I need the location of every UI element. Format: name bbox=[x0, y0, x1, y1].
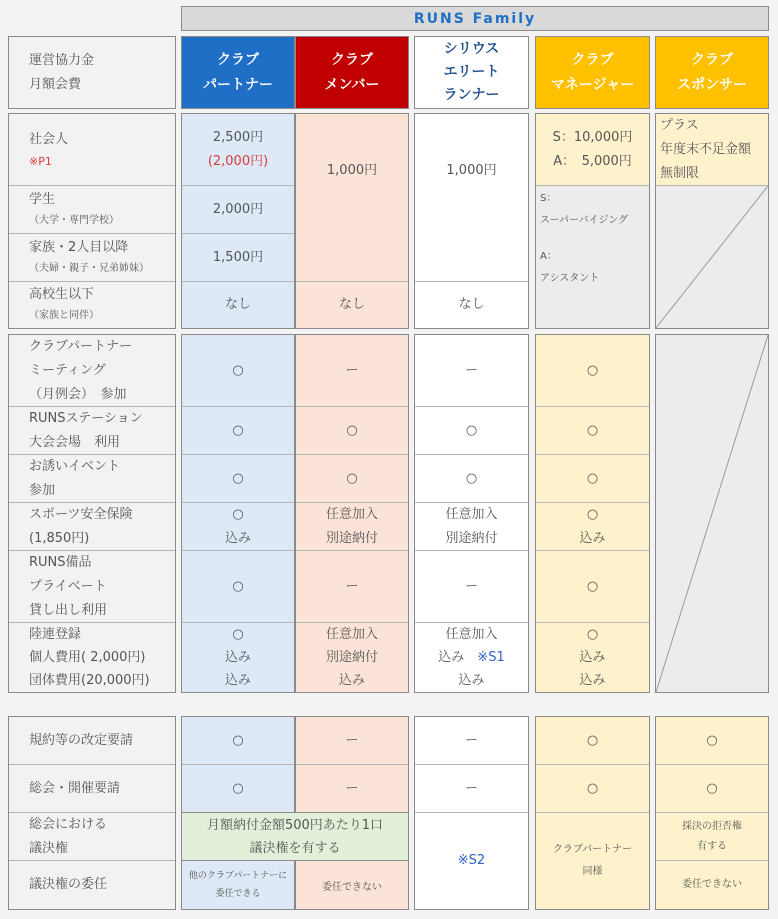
family-title: RUNS Family bbox=[181, 6, 769, 31]
benefits-elite-column bbox=[414, 334, 529, 693]
gov-sponsor-rules: ○ bbox=[656, 717, 768, 765]
fees-manager-column bbox=[535, 113, 650, 329]
gov-member-delegate: 委任できない bbox=[295, 860, 409, 910]
benefit-manager-event: ○ bbox=[536, 455, 649, 503]
benefit-elite-insurance: 任意加入 別途納付 bbox=[415, 503, 528, 551]
diagonal-line bbox=[656, 186, 768, 328]
fee-partner-highschool: なし bbox=[224, 297, 251, 312]
benefit-elite-equipment: ー bbox=[415, 551, 528, 623]
benefit-member-registration: 任意加入 別途納付 込み bbox=[325, 627, 378, 688]
header-sirius-elite: シリウス エリート ランナー bbox=[414, 36, 529, 109]
gov-sponsor-delegate: 委任できない bbox=[682, 879, 742, 890]
benefit-partner-event: ○ bbox=[182, 455, 294, 503]
gov-partner-top bbox=[181, 716, 295, 813]
fee-partner-worker: 2,500円 (2,000円) bbox=[182, 114, 294, 186]
benefit-label-insurance: スポーツ安全保険 (1,850円) bbox=[9, 503, 175, 551]
gov-member-top bbox=[295, 716, 409, 813]
benefit-member-meeting: ー bbox=[296, 335, 408, 407]
benefit-label-station: RUNSステーション 大会会場 利用 bbox=[9, 407, 175, 455]
gov-partner-meeting: ○ bbox=[232, 780, 244, 796]
gov-member-meeting: ー bbox=[345, 780, 359, 796]
benefits-label-column bbox=[8, 334, 176, 693]
benefits-member-column bbox=[295, 334, 409, 693]
benefit-elite-meeting: ー bbox=[415, 335, 528, 407]
benefit-manager-insurance: ○ 込み bbox=[536, 503, 649, 551]
fee-label-worker: 社会人 ※P1 bbox=[9, 114, 175, 186]
gov-sponsor-column bbox=[655, 716, 769, 910]
benefit-elite-station: ○ bbox=[415, 407, 528, 455]
fee-label-student: 学生 （大学・専門学校） bbox=[9, 186, 175, 234]
gov-elite-meeting: ー bbox=[415, 765, 528, 813]
fee-member-general: 1,000円 bbox=[296, 114, 408, 282]
benefit-member-event: ○ bbox=[296, 455, 408, 503]
fees-label-column bbox=[8, 113, 176, 329]
gov-partner-delegate: 他のクラブパートナーに 委任できる bbox=[181, 860, 295, 910]
header-club-sponsor: クラブ スポンサー bbox=[655, 36, 769, 109]
fee-sponsor-worker: プラス 年度末不足金額 無制限 bbox=[656, 114, 768, 186]
gov-elite-column bbox=[414, 716, 529, 910]
benefit-elite-registration: 任意加入 込み ※S1 込み bbox=[438, 627, 505, 688]
fee-member-highschool: なし bbox=[338, 297, 365, 312]
gov-manager-vote: クラブパートナー 同様 bbox=[552, 844, 633, 877]
gov-manager-column bbox=[535, 716, 650, 910]
header-club-member: クラブ メンバー bbox=[295, 36, 409, 109]
gov-sponsor-meeting: ○ bbox=[656, 765, 768, 813]
benefit-manager-meeting: ○ bbox=[536, 335, 649, 407]
fee-elite-highschool: なし bbox=[458, 297, 485, 312]
benefit-manager-equipment: ○ bbox=[536, 551, 649, 623]
governance-label-column bbox=[8, 716, 176, 910]
header-club-manager: クラブ マネージャー bbox=[535, 36, 650, 109]
gov-manager-meeting: ○ bbox=[536, 765, 649, 813]
benefit-partner-equipment: ○ bbox=[182, 551, 294, 623]
fee-manager-legend: S： スーパーバイジング A： アシスタント bbox=[540, 193, 629, 284]
fees-sponsor-column bbox=[655, 113, 769, 329]
gov-manager-rules: ○ bbox=[536, 717, 649, 765]
benefit-partner-registration: ○ 込み 込み bbox=[224, 627, 251, 688]
fee-label-highschool: 高校生以下 （家族と同伴） bbox=[29, 287, 99, 321]
benefit-label-equipment: RUNS備品 プライベート 貸し出し利用 bbox=[9, 551, 175, 623]
benefit-member-station: ○ bbox=[296, 407, 408, 455]
gov-label-rules: 規約等の改定要請 bbox=[9, 717, 175, 765]
gov-label-voting: 総会における 議決権 bbox=[9, 813, 175, 861]
gov-elite-rules: ー bbox=[415, 717, 528, 765]
gov-vote-partner-member: 月額納付金額500円あたり1口 議決権を有する bbox=[181, 812, 409, 861]
benefit-label-registration: 陸連登録 個人費用( 2,000円) 団体費用(20,000円) bbox=[29, 627, 150, 688]
gov-partner-rules: ○ bbox=[182, 717, 294, 765]
benefit-manager-station: ○ bbox=[536, 407, 649, 455]
fees-partner-column bbox=[181, 113, 295, 329]
gov-label-delegate: 議決権の委任 bbox=[29, 877, 108, 892]
gov-sponsor-vote: 採決の拒否権 有する bbox=[656, 813, 768, 861]
benefit-elite-event: ○ bbox=[415, 455, 528, 503]
fees-elite-column bbox=[414, 113, 529, 329]
fee-partner-student: 2,000円 bbox=[182, 186, 294, 234]
benefit-partner-insurance: ○ 込み bbox=[182, 503, 294, 551]
benefit-label-meeting: クラブパートナー ミーティング （月例会） 参加 bbox=[9, 335, 175, 407]
header-club-partner: クラブ パートナー bbox=[181, 36, 295, 109]
note-s1: ※S1 bbox=[477, 650, 505, 665]
benefit-member-equipment: ー bbox=[296, 551, 408, 623]
gov-elite-vote bbox=[415, 813, 528, 909]
diagonal-line bbox=[656, 335, 768, 692]
fee-partner-family: 1,500円 bbox=[182, 234, 294, 282]
benefit-partner-station: ○ bbox=[182, 407, 294, 455]
benefit-partner-meeting: ○ bbox=[182, 335, 294, 407]
benefit-manager-registration: ○ 込み 込み bbox=[579, 627, 606, 688]
note-s2: ※S2 bbox=[457, 853, 486, 868]
benefits-sponsor-column bbox=[655, 334, 769, 693]
fee-manager-worker: S：10,000円 A： 5,000円 bbox=[536, 114, 649, 186]
fees-member-column bbox=[295, 113, 409, 329]
benefits-manager-column bbox=[535, 334, 650, 693]
benefit-label-event: お誘いイベント 参加 bbox=[9, 455, 175, 503]
fee-elite-general: 1,000円 bbox=[415, 114, 528, 282]
header-label-cell: 運営協力金 月額会費 bbox=[8, 36, 176, 109]
fee-label-family: 家族・2人目以降 （夫婦・親子・兄弟姉妹） bbox=[9, 234, 175, 282]
gov-label-meeting: 総会・開催要請 bbox=[9, 765, 175, 813]
benefits-partner-column bbox=[181, 334, 295, 693]
gov-member-rules: ー bbox=[296, 717, 408, 765]
benefit-member-insurance: 任意加入 別途納付 bbox=[296, 503, 408, 551]
